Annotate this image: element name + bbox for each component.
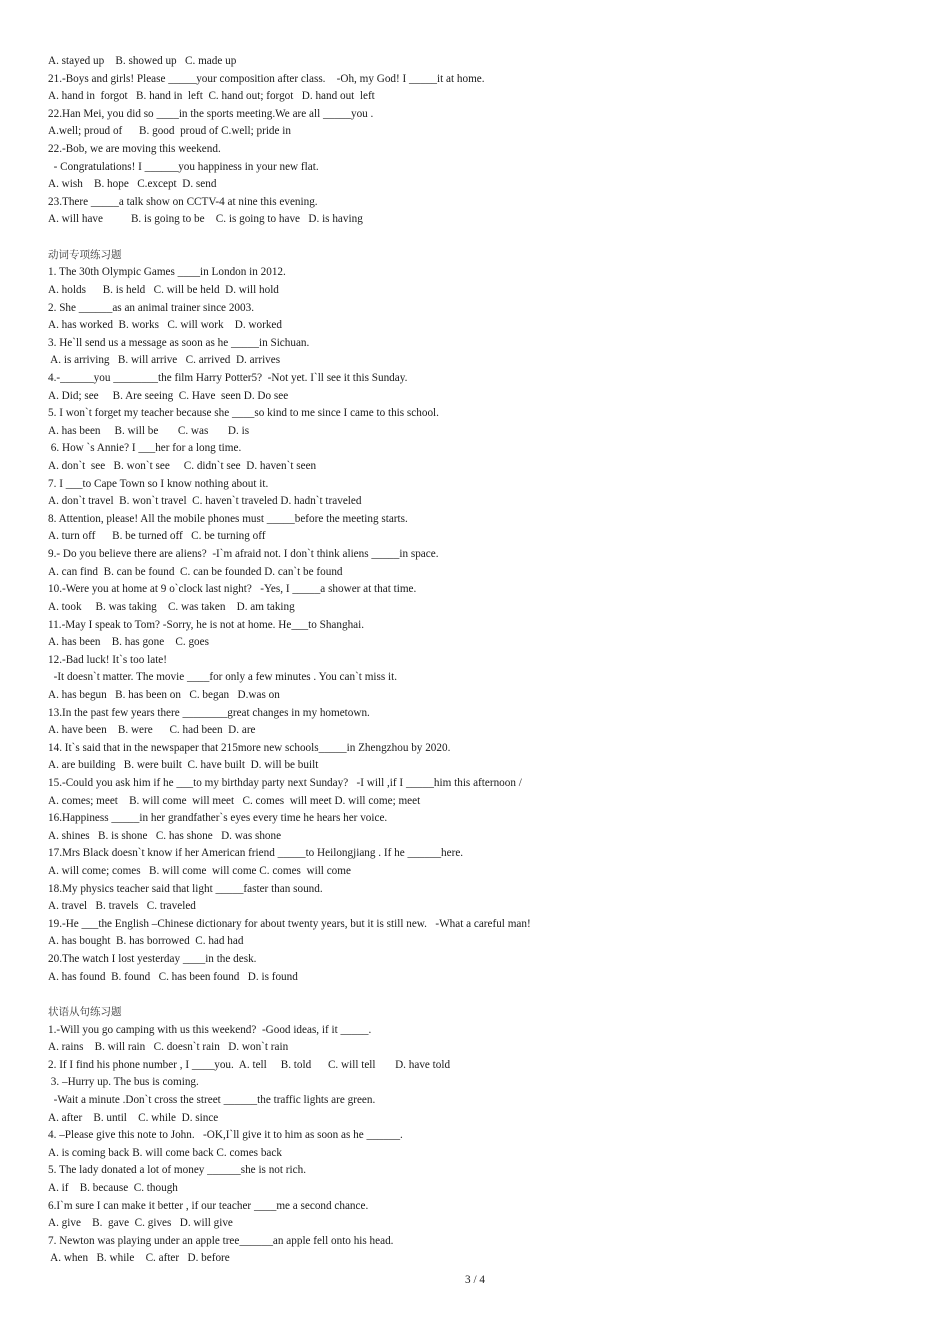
text-line: - Congratulations! I ______you happiness in your new flat.: [48, 160, 319, 173]
text-line: A. will come; comes B. will come will come C. comes will come: [48, 865, 351, 878]
text-line: 20.The watch I lost yesterday ____in the desk.: [48, 953, 257, 966]
section-verb-exercises: [48, 264, 908, 986]
text-line: 8. Attention, please! All the mobile phones must _____before the meeting starts.: [48, 512, 408, 525]
text-line: -It doesn`t matter. The movie ____for only a few minutes . You can`t miss it.: [48, 671, 398, 684]
text-line: 10.-Were you at home at 9 o`clock last night? -Yes, I _____a shower at that time.: [48, 583, 417, 596]
text-line: A. have been B. were C. had been D. are: [48, 724, 256, 737]
text-line: 15.-Could you ask him if he ___to my birthday party next Sunday? -I will ,if I _____him this afternoon /: [48, 776, 522, 789]
section-heading-verbs: 动词专项练习题: [48, 248, 122, 261]
page-footer: [0, 1274, 950, 1286]
text-line: A. can find B. can be found C. can be founded D. can`t be found: [48, 565, 343, 578]
section-previous-exercises: [48, 53, 908, 229]
text-line: 4. –Please give this note to John. -OK,I`ll give it to him as soon as he ______.: [48, 1129, 403, 1142]
text-line: 12.-Bad luck! It`s too late!: [48, 653, 167, 666]
text-line: A. took B. was taking C. was taken D. am taking: [48, 600, 295, 613]
spacer: [48, 229, 908, 247]
text-line: 9.- Do you believe there are aliens? -I`m afraid not. I don`t think aliens _____in space.: [48, 548, 439, 561]
text-line: A. travel B. travels C. traveled: [48, 900, 196, 913]
text-line: A. shines B. is shone C. has shone D. was shone: [48, 829, 282, 842]
text-line: 7. Newton was playing under an apple tree______an apple fell onto his head.: [48, 1234, 394, 1247]
text-line: 2. If I find his phone number , I ____you. A. tell B. told C. will tell D. have told: [48, 1058, 451, 1071]
text-line: A. has bought B. has borrowed C. had had: [48, 935, 244, 948]
text-line: 6.I`m sure I can make it better , if our teacher ____me a second chance.: [48, 1199, 369, 1212]
text-line: 1. The 30th Olympic Games ____in London in 2012.: [48, 266, 286, 279]
document-page: [48, 53, 908, 1268]
text-line: 17.Mrs Black doesn`t know if her American friend _____to Heilongjiang . If he ______here.: [48, 847, 464, 860]
text-line: A. rains B. will rain C. doesn`t rain D. won`t rain: [48, 1041, 289, 1054]
text-line: 18.My physics teacher said that light _____faster than sound.: [48, 882, 323, 895]
text-line: A. if B. because C. though: [48, 1182, 178, 1194]
text-line: A. give B. gave C. gives D. will give: [48, 1217, 233, 1230]
text-line: A. after B. until C. while D. since: [48, 1111, 219, 1124]
text-line: 21.-Boys and girls! Please _____your composition after class. -Oh, my God! I _____it at home.: [48, 72, 485, 85]
text-line: 22.-Bob, we are moving this weekend.: [48, 143, 221, 156]
text-line: A. is coming back B. will come back C. comes back: [48, 1146, 282, 1159]
section-adverbial-clause-exercises: [48, 1022, 908, 1269]
text-line: A. will have B. is going to be C. is going to have D. is having: [48, 213, 363, 226]
text-line: A. Did; see B. Are seeing C. Have seen D. Do see: [48, 389, 289, 402]
text-line: A. has been B. has gone C. goes: [48, 636, 209, 649]
text-line: A. don`t see B. won`t see C. didn`t see D. haven`t seen: [48, 460, 317, 473]
text-line: 13.In the past few years there ________great changes in my hometown.: [48, 706, 370, 719]
text-line: A.well; proud of B. good proud of C.well; pride in: [48, 125, 291, 138]
text-line: 2. She ______as an animal trainer since 2003.: [48, 301, 254, 314]
text-line: 5. The lady donated a lot of money ______she is not rich.: [48, 1164, 306, 1177]
text-line: 5. I won`t forget my teacher because she ____so kind to me since I came to this school.: [48, 407, 439, 420]
text-line: A. has worked B. works C. will work D. worked: [48, 319, 282, 332]
text-line: 23.There _____a talk show on CCTV-4 at nine this evening.: [48, 195, 318, 208]
spacer: [48, 986, 908, 1004]
text-line: A. hand in forgot B. hand in left C. hand out; forgot D. hand out left: [48, 90, 375, 103]
text-line: A. wish B. hope C.except D. send: [48, 178, 217, 191]
text-line: 14. It`s said that in the newspaper that 215more new schools_____in Zhengzhou by 2020.: [48, 741, 451, 754]
section-heading-adverbial: 状语从句练习题: [48, 1005, 122, 1018]
text-line: 22.Han Mei, you did so ____in the sports meeting.We are all _____you .: [48, 107, 374, 120]
text-line: 16.Happiness _____in her grandfather`s eyes every time he hears her voice.: [48, 812, 388, 825]
text-line: A. holds B. is held C. will be held D. will hold: [48, 283, 279, 296]
text-line: -Wait a minute .Don`t cross the street ______the traffic lights are green.: [48, 1093, 376, 1106]
page-number: 3 / 4: [465, 1274, 485, 1286]
text-line: 1.-Will you go camping with us this weekend? -Good ideas, if it _____.: [48, 1023, 372, 1036]
text-line: A. has found B. found C. has been found D. is found: [48, 970, 298, 983]
text-line: 3. –Hurry up. The bus is coming.: [48, 1076, 199, 1089]
text-line: A. are building B. were built C. have built D. will be built: [48, 759, 319, 772]
text-line: 19.-He ___the English –Chinese dictionary for about twenty years, but it is still new. -What a careful man!: [48, 917, 531, 930]
text-line: A. turn off B. be turned off C. be turning off: [48, 530, 266, 543]
text-line: 3. He`ll send us a message as soon as he _____in Sichuan.: [48, 336, 310, 349]
text-line: A. comes; meet B. will come will meet C. comes will meet D. will come; meet: [48, 794, 421, 807]
text-line: A. is arriving B. will arrive C. arrived D. arrives: [48, 354, 281, 367]
text-line: A. don`t travel B. won`t travel C. haven`t traveled D. hadn`t traveled: [48, 495, 362, 508]
text-line: A. has been B. will be C. was D. is: [48, 424, 250, 437]
text-line: 4.-______you ________the film Harry Potter5? -Not yet. I`ll see it this Sunday.: [48, 371, 408, 384]
text-line: A. stayed up B. showed up C. made up: [48, 55, 237, 67]
text-line: 6. How `s Annie? I ___her for a long time.: [48, 442, 242, 455]
text-line: 7. I ___to Cape Town so I know nothing about it.: [48, 477, 269, 490]
text-line: A. when B. while C. after D. before: [48, 1252, 230, 1265]
text-line: A. has begun B. has been on C. began D.was on: [48, 688, 280, 701]
text-line: 11.-May I speak to Tom? -Sorry, he is not at home. He___to Shanghai.: [48, 618, 365, 631]
